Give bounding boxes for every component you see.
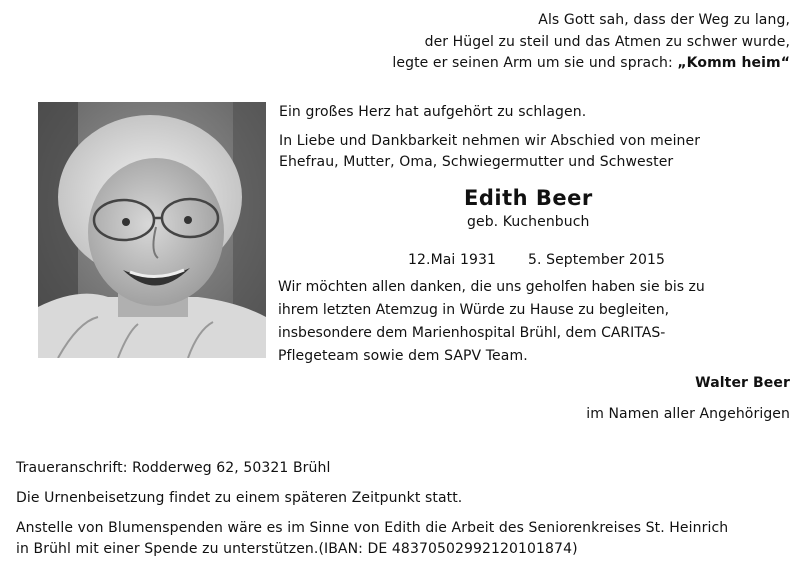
maiden-name: geb. Kuchenbuch <box>467 214 590 230</box>
intro-farewell-2: Ehefrau, Mutter, Oma, Schwiegermutter und Schwester <box>279 154 674 170</box>
poem-line-3-text: legte er seinen Arm um sie und sprach: <box>392 55 673 71</box>
poem-line-1: Als Gott sah, dass der Weg zu lang, <box>538 12 790 28</box>
deceased-name: Edith Beer <box>464 186 593 210</box>
footer-address: Traueranschrift: Rodderweg 62, 50321 Brühl <box>16 460 331 476</box>
signature-family: im Namen aller Angehörigen <box>586 406 790 422</box>
footer-donation-1: Anstelle von Blumenspenden wäre es im Sinne von Edith die Arbeit des Seniorenkreises St. Heinrich <box>16 520 729 536</box>
death-date: 5. September 2015 <box>528 252 665 268</box>
portrait-photo <box>38 102 266 358</box>
thanks-line-2: ihrem letzten Atemzug in Würde zu Hause zu begleiten, <box>278 302 670 318</box>
thanks-line-1: Wir möchten allen danken, die uns geholfen haben sie bis zu <box>278 279 705 295</box>
birth-date: 12.Mai 1931 <box>408 252 496 268</box>
thanks-line-3: insbesondere dem Marienhospital Brühl, dem CARITAS- <box>278 325 666 341</box>
signature-name: Walter Beer <box>695 375 790 391</box>
thanks-line-4: Pflegeteam sowie dem SAPV Team. <box>278 348 528 364</box>
poem-quote: „Komm heim“ <box>677 55 790 71</box>
intro-heart: Ein großes Herz hat aufgehört zu schlagen. <box>279 104 587 120</box>
poem-line-3 <box>392 53 790 73</box>
poem-line-2: der Hügel zu steil und das Atmen zu schwer wurde, <box>424 34 790 50</box>
portrait-icon <box>38 102 266 358</box>
footer-donation-2: in Brühl mit einer Spende zu unterstützen.(IBAN: DE 48370502992120101874) <box>16 541 578 557</box>
footer-urn: Die Urnenbeisetzung findet zu einem späteren Zeitpunkt statt. <box>16 490 463 506</box>
intro-farewell-1: In Liebe und Dankbarkeit nehmen wir Abschied von meiner <box>279 133 701 149</box>
